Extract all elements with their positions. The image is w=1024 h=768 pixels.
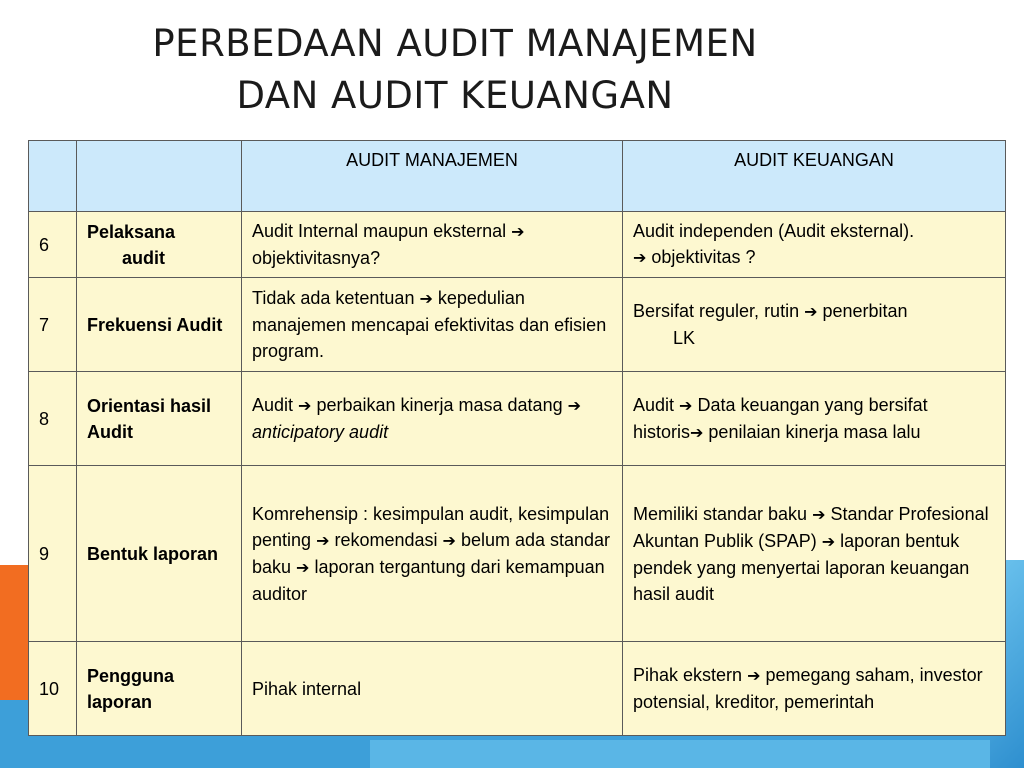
arrow-right-icon: ➔ (679, 395, 693, 415)
cell-audit-keuangan (623, 466, 1006, 642)
slide-title (0, 18, 910, 122)
cell-text: belum ada standar baku (252, 529, 611, 577)
table-row (29, 372, 1006, 466)
arrow-right-icon: ➔ (511, 222, 525, 241)
cell-text: Komrehensip : kesimpulan audit, kesimpulan penting (252, 503, 610, 550)
arrow-right-icon: ➔ (812, 504, 826, 524)
row-aspect: Pengguna laporan (77, 642, 242, 736)
cell-text: LK (673, 328, 696, 348)
table-row (29, 642, 1006, 736)
cell-text: rekomendasi (329, 529, 443, 550)
cell-audit-manajemen (242, 278, 623, 372)
header-number (29, 141, 77, 212)
cell-text: Data keuangan yang bersifat historis (633, 394, 928, 442)
slide-title-line-2: DAN AUDIT KEUANGAN (236, 74, 674, 117)
cell-audit-manajemen (242, 212, 623, 278)
table-header-row (29, 141, 1006, 212)
arrow-right-icon: ➔ (298, 396, 312, 415)
arrow-right-icon: ➔ (804, 302, 818, 321)
cell-text: pemegang saham, investor potensial, kreditor, pemerintah (633, 665, 983, 712)
cell-text: perbaikan kinerja masa datang (311, 395, 568, 415)
row-aspect: Orientasi hasil Audit (77, 372, 242, 466)
cell-text: Audit (633, 394, 680, 415)
arrow-right-icon: ➔ (690, 422, 704, 442)
cell-text: penilaian kinerja masa lalu (703, 421, 921, 442)
row-aspect: Frekuensi Audit (77, 278, 242, 372)
cell-text: Pihak ekstern (633, 665, 748, 685)
arrow-right-icon: ➔ (567, 396, 582, 415)
cell-text: objektivitasnya? (252, 248, 381, 268)
arrow-right-icon: ➔ (633, 248, 647, 267)
cell-text: Audit (252, 395, 299, 415)
cell-text: Bersifat reguler, rutin (633, 301, 805, 321)
row-number: 7 (29, 278, 77, 372)
row-number: 10 (29, 642, 77, 736)
arrow-right-icon: ➔ (419, 289, 433, 308)
cell-text: Audit Internal maupun eksternal (252, 221, 512, 241)
cell-text: Tidak ada ketentuan (252, 288, 420, 308)
arrow-right-icon: ➔ (747, 666, 761, 685)
arrow-right-icon: ➔ (296, 557, 310, 577)
cell-text: Memiliki standar baku (633, 503, 813, 524)
row-aspect-line-2: audit (122, 247, 165, 268)
cell-text: laporan bentuk pendek yang menyertai laporan keuangan hasil audit (633, 530, 970, 604)
cell-audit-manajemen (242, 372, 623, 466)
table-row (29, 278, 1006, 372)
cell-text-italic: anticipatory audit (252, 422, 389, 442)
cell-text: kepedulian manajemen mencapai efektivitas dan efisien program. (252, 288, 607, 361)
table-row (29, 466, 1006, 642)
arrow-right-icon: ➔ (821, 531, 836, 551)
header-aspect (77, 141, 242, 212)
table-row (29, 212, 1006, 278)
cell-text: Audit independen (Audit eksternal). (633, 221, 915, 241)
comparison-table (28, 140, 1006, 736)
row-number: 8 (29, 372, 77, 466)
cell-audit-keuangan (623, 212, 1006, 278)
header-audit-keuangan: AUDIT KEUANGAN (623, 141, 1006, 212)
cell-audit-keuangan (623, 642, 1006, 736)
cell-text: penerbitan (817, 301, 908, 321)
arrow-right-icon: ➔ (442, 530, 456, 550)
cell-text: Standar Profesional Akuntan Publik (SPAP) (633, 503, 989, 551)
row-aspect-line-1: Pelaksana (87, 221, 176, 242)
header-audit-manajemen: AUDIT MANAJEMEN (242, 141, 623, 212)
row-aspect (77, 212, 242, 278)
arrow-right-icon: ➔ (316, 530, 330, 550)
decorative-light-blue-band (370, 740, 1024, 768)
cell-audit-manajemen (242, 466, 623, 642)
row-aspect: Bentuk laporan (77, 466, 242, 642)
cell-audit-keuangan (623, 278, 1006, 372)
cell-text: laporan tergantung dari kemampuan auditor (252, 556, 605, 604)
cell-audit-manajemen: Pihak internal (242, 642, 623, 736)
row-number: 6 (29, 212, 77, 278)
cell-audit-keuangan (623, 372, 1006, 466)
cell-text: objektivitas ? (646, 247, 756, 267)
row-number: 9 (29, 466, 77, 642)
slide-title-line-1: PERBEDAAN AUDIT MANAJEMEN (152, 22, 758, 65)
